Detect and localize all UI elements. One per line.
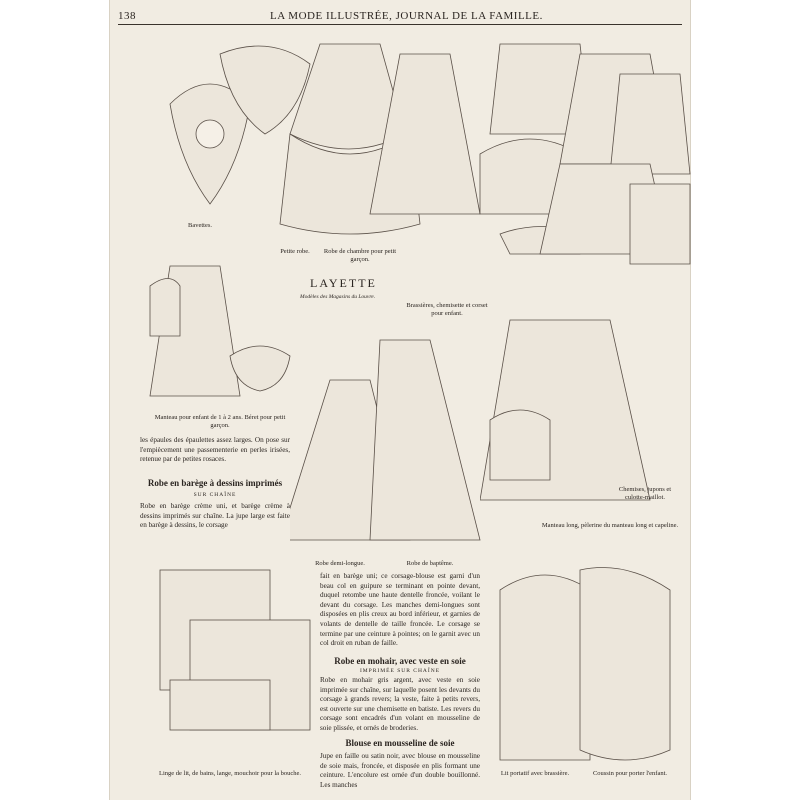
caption-robe-de-chambre: Robe de chambre pour petit garçon. [323, 248, 397, 263]
caption-lit-portatif: Lit portatif avec brassière. [500, 770, 570, 777]
caption-coussin: Coussin pour porter l'enfant. [592, 770, 668, 777]
illustration-manteau [140, 256, 300, 406]
caption-manteau-long: Manteau long, pèlerine du manteau long et capeline. [541, 522, 679, 529]
section-title: LAYETTE [310, 276, 377, 290]
illustration-robes [290, 330, 490, 560]
journal-page [110, 0, 690, 800]
caption-brassieres: Brassières, chemisette et corset pour enfant. [406, 302, 488, 317]
caption-linge: Linge de lit, de bains, lange, mouchoir pour la bouche. [158, 770, 302, 777]
section-subtitle: Modèles des Magasins du Louvre. [300, 294, 376, 300]
barege-continued: fait en barège uni; ce corsage-blouse est garni d'un beau col en guipure se terminant en pointe devant, duquel retombe une haute dentelle froncée, voilant le devant du corsage. Les manches demi-longues sont disposées en plis creux au bord inférieur, et garnies de volants de dentelle de taille froncée. Le corsage se termine par une ceinture à pointes; on le garnit avec un col droit en ruban de faille. [320, 572, 480, 648]
intro-text: les épaules des épaulettes assez larges. On pose sur l'empiècement une passementerie en perles irisées, retenue par de petites rosaces. [140, 436, 290, 464]
caption-petite-robe: Petite robe. [280, 248, 310, 255]
mohair-text: Robe en mohair gris argent, avec veste en soie imprimée sur chaîne, sur laquelle posent les devants du corsage à grands revers; la veste, faite à petits revers, est ouverte sur une chemisette en batiste. Les revers du corsage sont encadrés d'un volant en mousseline de soie plissée, et ornés de broderies. [320, 676, 480, 732]
caption-manteau: Manteau pour enfant de 1 à 2 ans. Béret pour petit garçon. [154, 414, 286, 429]
illustration-linge [150, 560, 330, 740]
blouse-title: Blouse en mousseline de soie [345, 738, 455, 748]
journal-title: LA MODE ILLUSTRÉE, JOURNAL DE LA FAMILLE. [270, 10, 543, 22]
barege-title: Robe en barège à dessins imprimés [147, 478, 283, 488]
illustration-top-garments [150, 34, 710, 266]
barege-text: Robe en barège crème uni, et barège crème à dessins imprimés sur chaîne. La jupe large est faite en barège à dessins, le corsage [140, 502, 290, 530]
illustration-lit-coussin [490, 560, 680, 770]
caption-robe-demi-longue: Robe demi-longue. [315, 560, 365, 567]
blouse-text: Jupe en faille ou satin noir, avec blouse en mousseline de soie mais, froncée, et disposée en plis formant une ceinture. L'encolure est ornée d'un double bouillonné. Les manches [320, 752, 480, 789]
caption-robe-bapteme: Robe de baptême. [406, 560, 454, 567]
caption-chemises: Chemises, jupons et culotte-maillot. [618, 486, 672, 501]
caption-bavettes: Bavettes. [187, 222, 212, 229]
header-rule [118, 24, 682, 25]
mohair-subtitle: IMPRIMÉE SUR CHAÎNE [359, 668, 441, 674]
page-number: 138 [118, 10, 136, 22]
mohair-title: Robe en mohair, avec veste en soie [334, 656, 466, 666]
barege-subtitle: SUR CHAÎNE [193, 492, 237, 498]
